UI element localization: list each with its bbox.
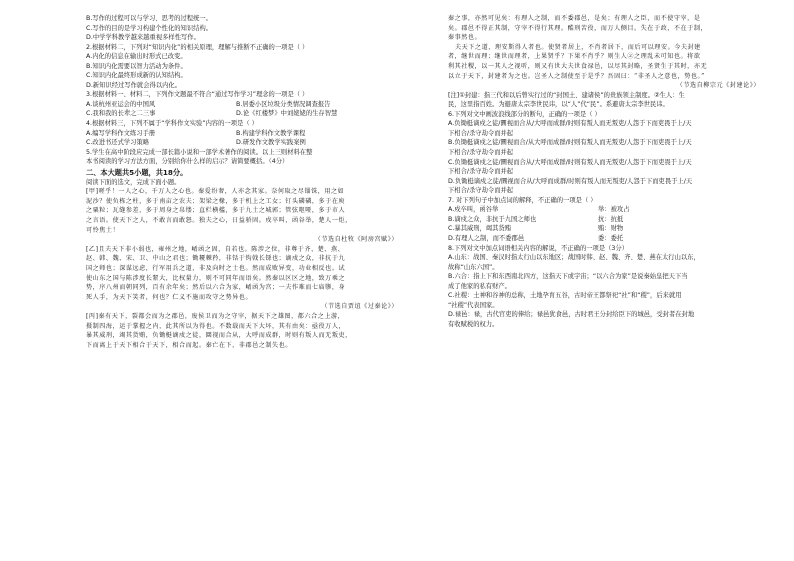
question-line: 下相合/杀守劫令而并起: [448, 187, 514, 195]
option-row: [86, 109, 404, 119]
question-line: 8.下列对文中加点词语相关内容的解说，不正确的一项是（3分）: [448, 244, 629, 252]
option-text: D.研发作文教学实践案例: [236, 139, 306, 147]
question-line: 本书阅读的学习方法方面，分别给你什么样的启示？请简要概括。（4分）: [86, 158, 289, 166]
option-row: [448, 224, 766, 234]
question-line: 6.下列对文中画波浪线部分的断句，正确的一项是（ ）: [448, 110, 601, 118]
option-text: D.论《红楼梦》中刘姥姥的生存智慧: [236, 110, 338, 118]
question-line: 民，这里指百姓。为避唐太宗李世民讳，以“人”代“民”。系避唐太宗李世民讳。: [448, 101, 669, 109]
question-line: D.禄邑：禄，古代官吏的俸给；禄邑犹食邑，古时君王分封给臣下的城邑，受封者在封地: [448, 311, 695, 319]
question-line: 故称“山东六国”。: [448, 263, 499, 271]
passage-line: 暴其威刑，竭其货贿，负锄梃谪戍之徒，圜视而合从，大呼而成群，时则有叛人而无叛吏，: [86, 332, 352, 340]
option-text: 贿：财物: [598, 225, 624, 233]
question-line: “社稷”代表国家。: [448, 301, 499, 309]
passage-line: 利其社稷，以一其人之视听，则又有世大夫世食禄邑，以尽其封略，圣贤生于其时，亦无: [448, 62, 708, 70]
question-line: 下相合/杀守劫令而并起: [448, 168, 514, 176]
passage-line: 之粟粒；瓦缝参差，多于周身之帛缕；直栏横槛，多于九土之城郭；管弦呕哑，多于市人: [86, 207, 346, 215]
passage-line: [乙]且夫天下非小弱也，雍州之地，崤函之固，自若也。陈涉之位，非尊于齐、楚、燕、: [86, 245, 345, 253]
option-row: [86, 129, 404, 139]
question-line: 阅读下面的选文，完成下面小题。: [86, 178, 181, 186]
option-row: [86, 100, 404, 110]
passage-line: 国之师也；深谋远虑，行军用兵之道，非及向时之士也。然而成败异变，功业相反也。试: [86, 265, 346, 273]
passage-line: 可怜焦土！: [86, 226, 120, 234]
right-column: [448, 14, 766, 329]
question-line: B.知识内化需要以智力活动为条件。: [86, 62, 187, 70]
option-text: D.有理人之制，而不委郡邑: [448, 234, 525, 242]
passage-line: 势，序八州而朝同列，百有余年矣；然后以六合为家，崤函为宫；一夫作难而七庙隳，身: [86, 284, 346, 292]
passage-line: 夫天下之道，理安斯得人者也。使贤者居上，不肖者居下，而后可以理安。今夫封建: [455, 43, 701, 51]
option-text: A.谈杭州亚运会的中国风: [86, 100, 156, 108]
question-line: C.负锄梃谪戍之徒/圜视而合从/大呼而成群/时则有叛人而无叛吏/人怨于下而吏畏于上/天: [448, 158, 692, 166]
question-line: 2.根据材料二，下列对“知识内化”的相关原理，理解与推断不正确的一项是（ ）: [86, 43, 309, 51]
question-line: A.内化的信息在输出时形式已改变。: [86, 53, 187, 61]
passage-line: 秦事然也。: [448, 34, 482, 42]
source-citation: （节选自柳宗元《封建论》）: [676, 82, 760, 90]
option-row: [448, 215, 766, 225]
question-line: C.社稷：土神和谷神的总称，土地孕育五谷，古时帝王都祭祀“社”和“稷”，后来就用: [448, 292, 682, 300]
passage-line: 矣。郡邑不得正其制，守宰不得行其理。酷刑苦役，而万人侧目。失在于政，不在于制，: [448, 24, 708, 32]
question-line: C.写作的目的是学习构建个性化的知识结构。: [86, 24, 213, 32]
question-line: C.知识内化最终形成新的认知结构。: [86, 72, 187, 80]
question-line: 4.根据材料三，下列不属于“学科作文实验”内容的一项是（ ）: [86, 120, 258, 128]
option-text: C.改进书还式学习策略: [86, 139, 150, 147]
option-text: B.谪戍之众，非抗于九国之师也: [448, 215, 537, 223]
option-row: [86, 138, 404, 148]
source-citation: （节选自贾谊《过秦论》）: [321, 303, 398, 311]
question-line: [注]①封建：指三代和以后曾实行过的“封国土、建诸侯”的贵族领主制度。②生人：生: [448, 91, 685, 99]
question-line: B.六合：指上下和东西南北四方，这指天下或宇宙；“以六合为家”是说秦始皇把天下当: [448, 273, 688, 281]
section-heading: 二、本大题共5小题，共18分。: [86, 167, 188, 177]
question-line: A.负锄梃谪戍之徒/圜视而合从/大呼而成群/时则有叛人而无叛吏/人怨于下而吏畏于上/天: [448, 120, 692, 128]
passage-line: 摄制四海，运于掌握之内，此其所以为得也。不数载而天下大坏，其有由矣：亟役万人，: [86, 322, 346, 330]
question-line: B.负锄梃谪戍之徒/圜视而合/从大呼而成群/时则有叛人而无叛吏/人怨于下而吏畏于上/天: [448, 139, 692, 147]
passage-line: [丙]秦有天下，裂都会而为之郡邑，废侯卫而为之守宰，据天下之雄图，都六合之上游，: [86, 313, 345, 321]
question-line: D.负锄梃谪戍之徒/圜视而合从/大呼而成群/时则有叛人而无叛吏/人怨于下而吏畏于上/天: [448, 177, 693, 185]
left-column: [86, 14, 404, 350]
passage-line: 秦之事，亦然可见矣：有理人之制，而不委郡邑，是矣；有理人之臣，而不使守宰，是: [448, 15, 701, 22]
option-text: A.编写学科作文练习手册: [86, 129, 156, 137]
option-row: [448, 234, 766, 244]
option-row: [448, 205, 766, 215]
option-text: B.构建学科作文教学课程: [236, 129, 306, 137]
option-text: 抗：抗抵: [598, 215, 624, 223]
question-line: 7. 对下列句子中加点词的解释，不正确的一项是（ ）: [448, 196, 597, 204]
question-line: 3.根据材料一、材料二，下列作文题最不符合“通过写作学习”理念的一项是（ ）: [86, 91, 309, 99]
passage-line: 之言语。使天下之人，不敢言而敢怒。独夫之心，日益骄固。戍卒叫，函谷举，楚人一炬，: [86, 217, 352, 225]
question-line: 下相合/杀守劫令而并起: [448, 149, 514, 157]
question-line: 下相合/杀守劫令而并起: [448, 129, 514, 137]
option-text: C.暴其威刑，竭其货贿: [448, 225, 512, 233]
question-line: 5.学生在高中阶段应完成一部长篇小说和一部学术著作的阅读。以上三则材料在整: [86, 148, 313, 156]
passage-line: 死人手，为天下笑者，何也？仁义不施而攻守之势异也。: [86, 293, 253, 301]
passage-line: 泥沙？使负栋之柱，多于南亩之农夫；架梁之椽，多于机上之工女；钉头磷磷，多于在庾: [86, 197, 346, 205]
question-line: 成了他家的私有财产。: [448, 282, 511, 290]
question-line: A.山东：战国、秦汉时指太行山以东地区；战国时韩、赵、魏、齐、楚、燕在太行山以东，: [448, 254, 700, 262]
option-text: 委：委托: [598, 234, 624, 242]
option-text: C.我和我的长辈之二三事: [86, 110, 156, 118]
passage-line: 下而离上于天下相合于天下，相合而起。秦亡在下，非郡邑之制失也。: [86, 341, 292, 349]
passage-line: [甲]嗟乎！一人之心，千万人之心也。秦爱纷奢，人亦念其家。奈何取之尽锱铢，用之如: [86, 188, 345, 196]
question-line: D.中学学科教学越来越重视多样性写作。: [86, 34, 200, 42]
passage-line: 使山东之国与陈涉度长絜大，比权量力，则不可同年而语矣。然秦以区区之地，致万乘之: [86, 274, 346, 282]
option-text: 举：被攻占: [598, 206, 630, 214]
option-text: A.戍卒叫，函谷举: [448, 206, 499, 214]
question-line: D.新知识经过写作就会得以内化。: [86, 81, 182, 89]
passage-line: 以立于天下，封建者为之也。岂圣人之制使至于是乎？吾固曰：“非圣人之意也，势也。”: [448, 72, 705, 80]
option-text: B.居委小区垃圾分类情况调查报告: [236, 100, 331, 108]
passage-line: 赵、韩、魏、宋、卫、中山之君也；锄耰棘矜，非铦于钩戟长铩也；谪戍之众，非抗于九: [86, 255, 346, 263]
passage-line: 者，继世而理；继世而理者，上果贤乎？下果不肖乎？则生人②之理乱未可知也。将欲: [448, 53, 701, 61]
question-line: 有收赋税的权力。: [448, 320, 499, 328]
question-line: B.写作的过程可以与学习、思考的过程统一。: [86, 15, 212, 22]
source-citation: （节选自杜牧《阿房宫赋》）: [314, 236, 398, 244]
